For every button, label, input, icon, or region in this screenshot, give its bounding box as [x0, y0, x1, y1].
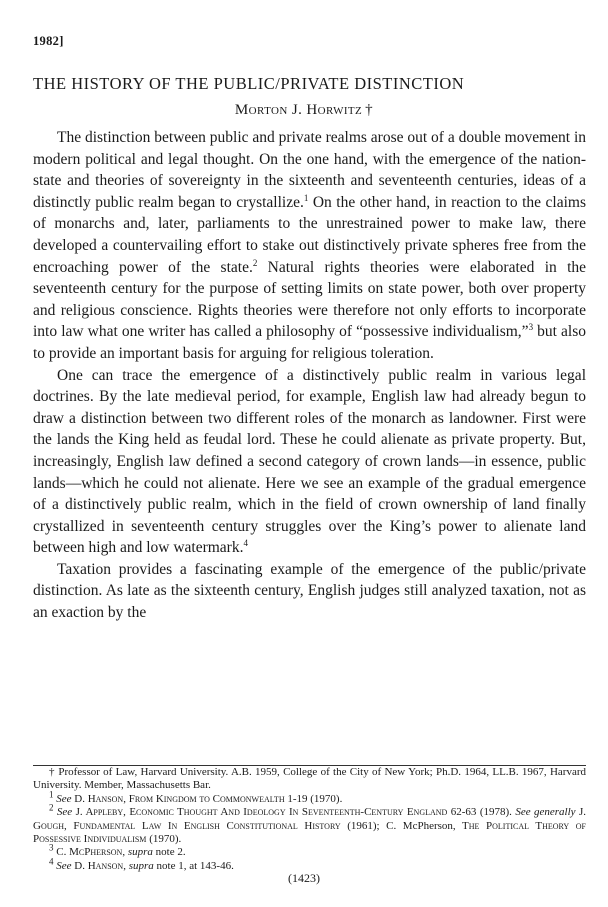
footnote-2-author-2: J. Gough,: [33, 806, 587, 832]
footnote-2-title-3: The Political Theory of Possessive Individualism: [33, 819, 586, 846]
footnote-2-title: Economic Thought And Ideology In Seventeenth-Century England: [125, 806, 448, 819]
footnote-1-signal: See: [56, 792, 72, 805]
footnote-3-number: 3: [49, 842, 54, 853]
dagger-text: Professor of Law, Harvard University. A.B. 1959, College of the City of New York; Ph.D. 1964, LL.B. 1967, Harvard University. Member, Massachusetts Bar.: [33, 766, 587, 792]
footnote-3-rest: note 2.: [152, 846, 186, 859]
footnote-2: [33, 802, 587, 846]
footnote-2-author-3: (1961); C. McPherson,: [340, 819, 456, 832]
footnote-ref-3: 3: [528, 322, 534, 333]
footnote-4-number: 4: [49, 856, 54, 867]
footnote-3-supra: supra: [125, 846, 153, 859]
page-number: (1423): [288, 871, 320, 885]
footnote-ref-2: 2: [252, 257, 258, 268]
footnote-ref-1: 1: [303, 192, 309, 203]
footnote-2-year: (1970).: [146, 833, 182, 846]
footnote-4-rest: note 1, at 143-46.: [153, 859, 234, 872]
paragraph-1-text-b: On the other hand, in reaction to the claims of monarchs and, later, parliaments to the unrestrained power to make law, there developed a countervailing effort to stake out distinctively private spheres free from the encroaching power of the state.: [33, 193, 586, 276]
author-name: Morton J. Horwitz: [234, 102, 363, 118]
footnote-dagger: [33, 766, 586, 793]
footnote-2-pages: 62-63 (1978).: [447, 806, 516, 819]
article-body: [33, 127, 586, 624]
paragraph-2: [33, 365, 586, 559]
article-title: THE HISTORY OF THE PUBLIC/PRIVATE DISTINCTION: [33, 74, 465, 93]
footnote-1-title: From Kingdom to Commonwealth: [125, 792, 285, 805]
paragraph-2-text: One can trace the emergence of a distinctively public realm in various legal doctrines. By the late medieval period, for example, English law had already begun to draw a distinction between two different roles of the monarch as landowner. First were the lands the King held as feudal lord. These he could alienate as private property. But, increasingly, English law defined a second category of crown lands—in essence, public lands—which he could not alienate. Here we see an example of the gradual emergence of a distinctively public realm, which in the field of crown ownership of land finally crystallized in seventeenth century struggles over the King’s power to alienate land between high and low watermark.: [33, 366, 586, 557]
footnote-1-number: 1: [49, 789, 54, 800]
footnote-4-signal: See: [56, 859, 72, 872]
footnote-2-number: 2: [49, 802, 54, 813]
footnote-1-pages: 1-19 (1970).: [284, 792, 343, 805]
running-head-year: 1982]: [33, 34, 64, 48]
paragraph-3: Taxation provides a fascinating example of the emergence of the public/private distinction. As late as the sixteenth century, English judges still analyzed taxation, not as an exaction by the: [33, 560, 586, 622]
paragraph-1-text-c: Natural rights theories were elaborated in the seventeenth century for the purpose of setting limits on state power, both over property and religious conscience. Rights theories were therefore not only efforts to incorporate into law what one writer has called a philosophy of “possessive individualism,”: [33, 258, 587, 341]
paragraph-1-text-d: but also to provide an important basis for arguing for religious toleration.: [33, 323, 586, 362]
footnotes: [33, 766, 586, 873]
author-dagger: †: [365, 102, 374, 118]
footnote-1-author: D. Hanson,: [71, 792, 126, 805]
footnote-3-author: C. McPherson,: [56, 846, 126, 859]
footnote-1: [33, 789, 586, 806]
paragraph-1-text-a: The distinction between public and private realms arose out of a double movement in modern political and legal thought. On the one hand, with the emergence of the nation-state and theories of sovereignty in the sixteenth and seventeenth centuries, ideas of a distinctly public realm began to crystallize.: [33, 129, 586, 211]
article-author: [0, 102, 608, 119]
footnote-ref-4: 4: [243, 538, 248, 549]
footnote-3: [33, 842, 586, 859]
paragraph-1: [33, 127, 586, 365]
footnote-2-author: J. Appleby,: [72, 806, 126, 819]
dagger-mark: †: [49, 766, 56, 778]
footnote-4-supra: supra: [125, 859, 154, 872]
footnote-4-author: D. Hanson,: [71, 859, 126, 872]
footnote-2-title-2: Fundamental Law In English Constitutional History: [66, 819, 341, 832]
footnote-2-signal: See: [56, 806, 73, 819]
footnote-2-signal-2: See generally: [515, 806, 576, 819]
